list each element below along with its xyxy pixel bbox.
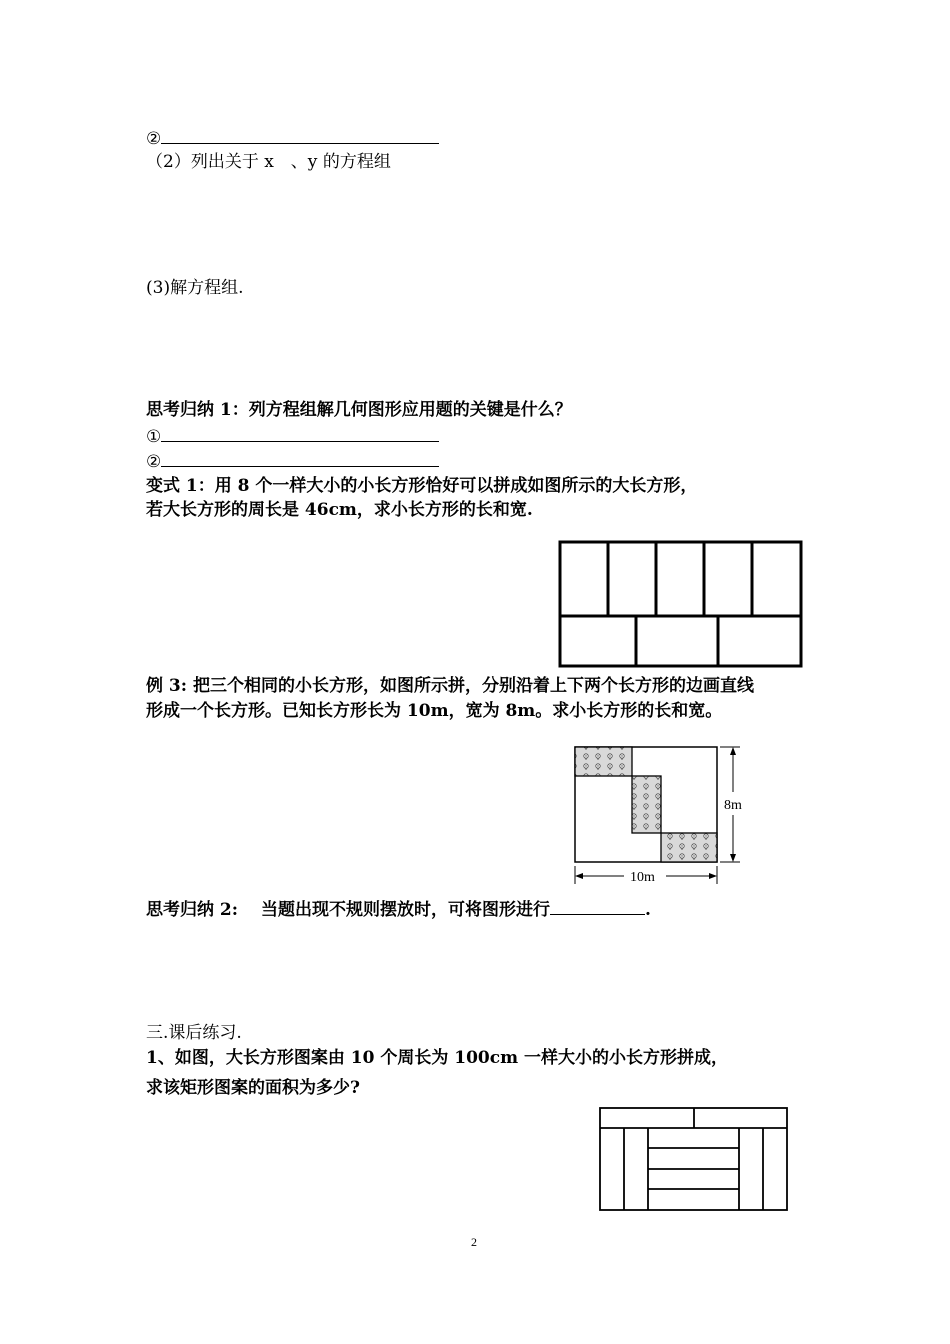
blank-line [161, 450, 439, 467]
think2-text: 思考归纳 2: 当题出现不规则摆放时，可将图形进行 [146, 900, 550, 920]
answer-line-2 [146, 127, 439, 150]
blank-line [161, 127, 439, 144]
step-3: (3)解方程组. [146, 278, 244, 298]
variant-1-line-2: 若大长方形的周长是 46cm，求小长方形的长和宽. [146, 500, 533, 520]
problem-1-line-2: 求该矩形图案的面积为多少? [146, 1078, 360, 1098]
example-3-line-1: 例 3: 把三个相同的小长方形，如图所示拼，分别沿着上下两个长方形的边画直线 [146, 676, 754, 696]
height-label: 8m [724, 798, 742, 813]
blank-line [550, 898, 645, 915]
think1-answer-2 [146, 450, 439, 473]
think-summary-1: 思考归纳 1：列方程组解几何图形应用题的关键是什么？ [146, 400, 572, 420]
figure-staircase-rectangles [570, 742, 755, 888]
circled-number: ② [146, 129, 162, 149]
step-2: （2）列出关于 x 、y 的方程组 [146, 152, 391, 172]
figure-ten-rectangles [596, 1105, 791, 1213]
figure-eight-rectangles [558, 540, 804, 668]
blank-line [161, 425, 439, 442]
section-3-heading: 三.课后练习. [146, 1023, 242, 1043]
example-3-line-2: 形成一个长方形。已知长方形长为 10m，宽为 8m。求小长方形的长和宽。 [146, 701, 723, 721]
variant-1-line-1: 变式 1：用 8 个一样大小的小长方形恰好可以拼成如图所示的大长方形， [146, 476, 698, 496]
circled-number: ① [146, 427, 162, 447]
width-label: 10m [630, 870, 655, 885]
problem-1-line-1: 1、如图，大长方形图案由 10 个周长为 100cm 一样大小的小长方形拼成， [146, 1048, 728, 1068]
circled-number: ② [146, 452, 162, 472]
think1-answer-1 [146, 425, 439, 448]
think2-period: . [644, 900, 651, 920]
think-summary-2 [146, 898, 651, 921]
page-number: 2 [471, 1235, 477, 1249]
